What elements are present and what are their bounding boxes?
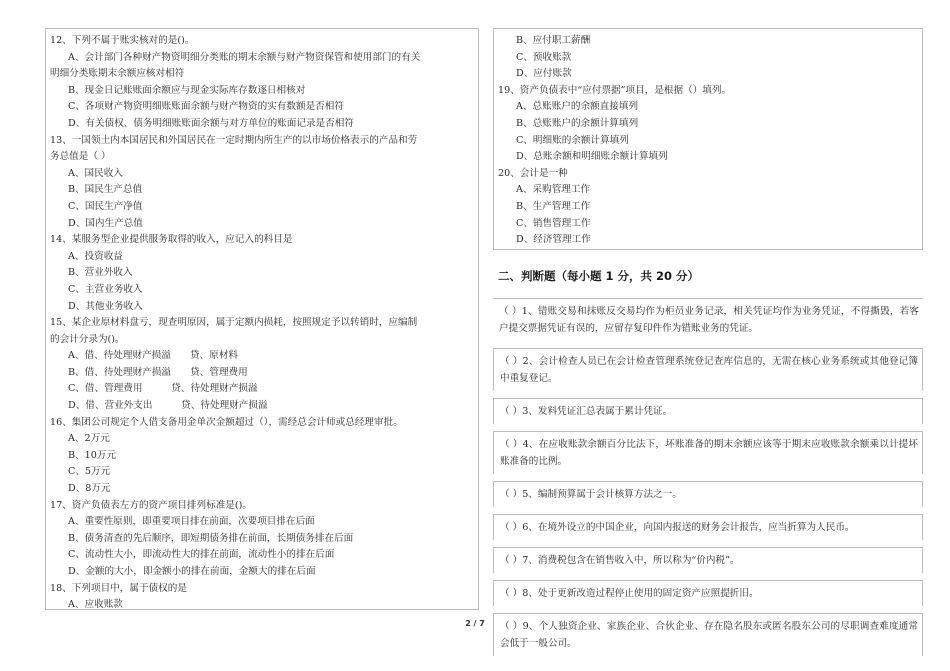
answer-option-line: D、经济管理工作 <box>516 234 591 246</box>
answer-option-line: D、有关债权、债务明细账账面余额与对方单位的账面记录是否相符 <box>68 117 354 129</box>
answer-option-line: A、投资收益 <box>68 250 123 262</box>
judgement-item-8: （ ）8、处于更新改造过程停止使用的固定资产应照提折旧。 <box>493 580 923 606</box>
answer-option-line: A、国民收入 <box>68 167 123 179</box>
answer-option-line: A、2万元 <box>68 433 110 445</box>
question-text-line: 18、下列项目中，属于债权的是 <box>50 582 187 594</box>
answer-option-line: A、应收账款 <box>68 599 123 611</box>
answer-option-line: C、各项财产物资明细账账面余额与财产物资的实有数额是否相符 <box>68 101 344 113</box>
question-text-line: 13、一国领土内本国居民和外国居民在一定时期内所生产的以市场价格表示的产品和劳 <box>50 134 418 146</box>
answer-option-line: D、应付账款 <box>516 68 572 80</box>
answer-option-line: D、其他业务收入 <box>68 300 143 312</box>
question-text-line: 19、资产负债表中“应付票据”项目，是根据（）填列。 <box>498 84 732 96</box>
answer-option-line: D、8万元 <box>68 483 111 495</box>
answer-option-line: D、借、营业外支出 贷、待处理财产损溢 <box>68 400 268 412</box>
question-text-line: 15、某企业原材料盘亏，现查明原因，属于定额内损耗，按照规定予以转销时，应编制 <box>50 317 418 329</box>
answer-option-line: D、金额的大小，即金额小的排在前面，金额大的排在后面 <box>68 566 316 577</box>
answer-option-line: C、国民生产净值 <box>68 200 143 212</box>
question-text-line: 14、某服务型企业提供服务取得的收入，应记入的科目是 <box>50 234 293 246</box>
question-text-line: 的会计分录为()。 <box>50 333 125 345</box>
answer-option-line: A、重要性原则，即重要项目排在前面，次要项目排在后面 <box>68 516 315 528</box>
question-text-line: 20、会计是一种 <box>498 167 568 179</box>
question-text-line: 17、资产负债表左方的资产项目排列标准是()。 <box>50 499 252 511</box>
answer-option-line: B、债务清查的先后顺序，即短期债务排在前面，长期债务排在后面 <box>68 532 354 544</box>
right-question-column <box>493 28 923 250</box>
answer-option-line: B、营业外收入 <box>68 267 133 279</box>
question-text-line: 12、下列不属于账实核对的是()。 <box>50 35 195 46</box>
judgement-item-3: （ ）3、发料凭证汇总表属于累计凭证。 <box>493 398 923 424</box>
answer-option-line: B、生产管理工作 <box>516 200 591 212</box>
section-title-judgement: 二、判断题（每小题 1 分，共 20 分） <box>498 269 700 283</box>
answer-option-line: C、流动性大小，即流动性大的排在前面，流动性小的排在后面 <box>68 549 335 561</box>
answer-option-line: C、预收账款 <box>516 51 572 63</box>
left-question-column <box>45 28 479 610</box>
answer-option-line: A、会计部门各种财产物资明细分类账的期末余额与财产物资保管和使用部门的有关 <box>68 51 421 63</box>
judgement-item-6: （ ）6、在境外设立的中国企业，向国内报送的财务会计报告，应当折算为人民币。 <box>493 514 923 540</box>
judgement-item-4: （ ）4、在应收账款余额百分比法下，坏账准备的期末余额应该等于期末应收账款余额乘以计提坏账准备的比例。 <box>493 431 923 474</box>
question-text-line: 16、集团公司规定个人借支备用金单次金额超过（），需经总会计师或总经理审批。 <box>50 416 403 428</box>
answer-option-line: B、应付职工薪酬 <box>516 35 591 46</box>
judgement-item-1: （ ）1、错账交易和抹账反交易均作为柜员业务记录，相关凭证均作为业务凭证，不得撕毁，若客户提交票据凭证有误的，应留存复印件作为错账业务的凭证。 <box>493 298 923 341</box>
question-text-line: 务总值是（ ） <box>50 151 111 163</box>
answer-option-line: C、主营业务收入 <box>68 283 143 295</box>
answer-option-line: C、销售管理工作 <box>516 217 591 229</box>
judgement-item-2: （ ）2、会计检查人员已在会计检查管理系统登记查库信息的，无需在核心业务系统或其他登记簿中重复登记。 <box>493 348 923 391</box>
answer-option-line: C、5万元 <box>68 466 111 478</box>
answer-option-line: B、10万元 <box>68 449 117 461</box>
question-text-line: 明细分类账期末余额应核对相符 <box>50 68 185 80</box>
judgement-item-7: （ ）7、消费税包含在销售收入中，所以称为“价内税”。 <box>493 547 923 573</box>
answer-option-line: B、国民生产总值 <box>68 184 143 196</box>
judgement-item-5: （ ）5、编制预算属于会计核算方法之一。 <box>493 481 923 507</box>
answer-option-line: A、采购管理工作 <box>516 184 591 196</box>
answer-option-line: B、借、待处理财产损溢 贷、管理费用 <box>68 366 248 378</box>
answer-option-line: C、借、管理费用 贷、待处理财产损溢 <box>68 383 258 395</box>
judgement-item-9: （ ）9、个人独资企业、家族企业、合伙企业、存在隐名股东或匿名股东公司的尽职调查难度通常会低于一般公司。 <box>493 613 923 656</box>
answer-option-line: A、总账账户的余额直接填列 <box>516 101 639 113</box>
answer-option-line: D、国内生产总值 <box>68 217 143 229</box>
judgement-question-list <box>493 298 923 663</box>
page-number: 2 / 7 <box>465 619 485 628</box>
answer-option-line: C、明细账的余额计算填列 <box>516 134 629 146</box>
answer-option-line: B、总账账户的余额计算填列 <box>516 117 639 129</box>
answer-option-line: B、现金日记账账面余额应与现金实际库存数逐日相核对 <box>68 84 306 96</box>
answer-option-line: D、总账余额和明细账余额计算填列 <box>516 151 668 163</box>
answer-option-line: A、借、待处理财产损溢 贷、原材料 <box>68 350 239 362</box>
